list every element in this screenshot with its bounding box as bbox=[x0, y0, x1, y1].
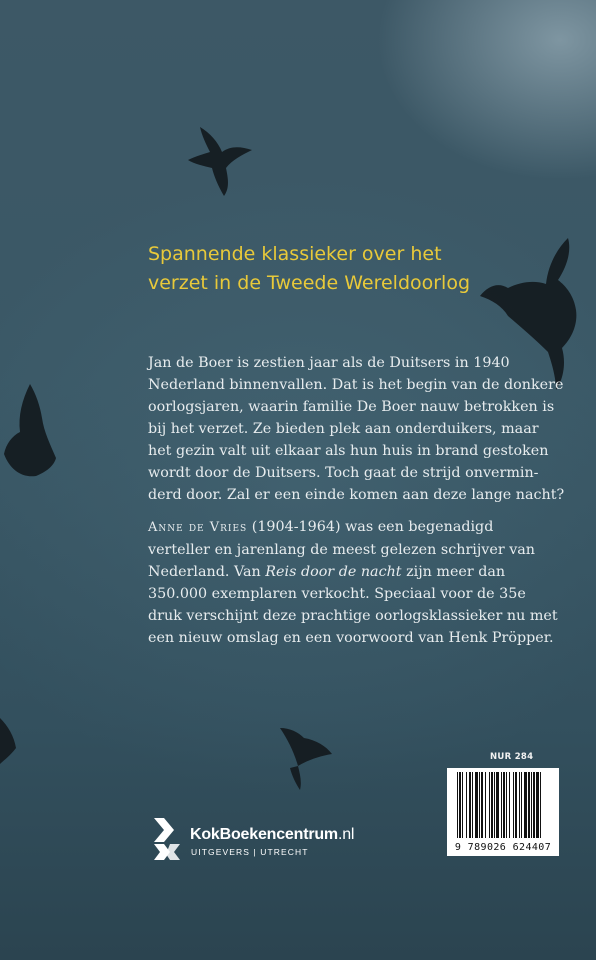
barcode bbox=[447, 768, 559, 842]
isbn-digits: 9 789026 624407 bbox=[454, 842, 552, 853]
nur-code: NUR 284 bbox=[490, 752, 534, 762]
bio-line: een nieuw omslag en een voorwoord van Henk Pröpper. bbox=[148, 630, 554, 646]
bio-text: (1904-1964) was een begenadigd bbox=[247, 519, 494, 535]
synopsis-line: Nederland binnenvallen. Dat is het begin van de donkere bbox=[148, 377, 564, 393]
bio-line: druk verschijnt deze prachtige oorlogsklassieker nu met bbox=[148, 608, 558, 624]
barcode-bar bbox=[503, 772, 505, 838]
barcode-bar bbox=[513, 772, 514, 838]
back-cover-text bbox=[148, 352, 565, 659]
synopsis-line: bij het verzet. Ze bieden plek aan onderduikers, maar bbox=[148, 421, 539, 437]
barcode-bar bbox=[481, 772, 483, 838]
tagline bbox=[148, 240, 548, 298]
barcode-bar bbox=[540, 772, 541, 838]
barcode-bar bbox=[533, 772, 535, 838]
publisher-subtitle: UITGEVERS | UTRECHT bbox=[191, 847, 309, 857]
tagline-line: verzet in de Tweede Wereldoorlog bbox=[148, 272, 471, 294]
barcode-bar bbox=[501, 772, 502, 838]
book-title: Reis door de nacht bbox=[265, 564, 402, 580]
bio-line: verteller en jarenlang de meest gelezen schrijver van bbox=[148, 542, 536, 558]
barcode-bar bbox=[531, 772, 532, 838]
barcode-bar bbox=[479, 772, 480, 838]
synopsis-line: het gezin valt uit elkaar als hun huis in brand gestoken bbox=[148, 443, 549, 459]
barcode-bar bbox=[485, 772, 486, 838]
synopsis-line: oorlogsjaren, waarin familie De Boer nauw betrokken is bbox=[148, 399, 555, 415]
publisher-name-main: KokBoekencentrum bbox=[190, 826, 338, 843]
barcode-bar bbox=[506, 772, 507, 838]
barcode-bar bbox=[509, 772, 510, 838]
synopsis-line: derd door. Zal er een einde komen aan deze lange nacht? bbox=[148, 487, 565, 503]
publisher-logo-icon bbox=[150, 816, 184, 866]
publisher-name-suffix: .nl bbox=[337, 826, 355, 843]
author-name: Anne de Vries bbox=[148, 520, 248, 535]
barcode-bar bbox=[459, 772, 461, 838]
barcode-bar bbox=[489, 772, 490, 838]
barcode-bar bbox=[519, 772, 520, 838]
barcode-bar bbox=[536, 772, 539, 838]
barcode-bar bbox=[524, 772, 527, 838]
barcode-bar bbox=[515, 772, 517, 838]
bird-silhouette-icon bbox=[4, 384, 56, 476]
bird-silhouette-icon bbox=[0, 718, 16, 764]
publisher-block bbox=[150, 812, 410, 872]
barcode-bar bbox=[469, 772, 471, 838]
bio-line bbox=[148, 561, 540, 583]
barcode-bar bbox=[457, 772, 458, 838]
synopsis-line: Jan de Boer is zestien jaar als de Duitsers in 1940 bbox=[148, 355, 510, 371]
synopsis-line: wordt door de Duitsers. Toch gaat de strijd onvermin- bbox=[148, 465, 539, 481]
bird-silhouette-icon bbox=[280, 728, 332, 790]
isbn-barcode bbox=[447, 768, 559, 856]
barcode-bar bbox=[491, 772, 493, 838]
bio-text: Nederland. Van bbox=[148, 564, 266, 580]
barcode-bar bbox=[462, 772, 463, 838]
tagline-line: Spannende klassieker over het bbox=[148, 243, 442, 265]
barcode-bar bbox=[496, 772, 499, 838]
bio-line bbox=[148, 516, 540, 539]
barcode-bar bbox=[528, 772, 530, 838]
barcode-bar bbox=[494, 772, 495, 838]
bio-line: 350.000 exemplaren verkocht. Speciaal voor de 35e bbox=[148, 586, 526, 602]
barcode-bar bbox=[472, 772, 473, 838]
barcode-bar bbox=[466, 772, 467, 838]
author-bio-paragraph bbox=[148, 516, 558, 649]
barcode-bar bbox=[521, 772, 522, 838]
bird-silhouette-icon bbox=[188, 127, 252, 196]
synopsis-paragraph bbox=[148, 352, 565, 506]
barcode-bar bbox=[475, 772, 478, 838]
bio-text: zijn meer dan bbox=[401, 564, 506, 580]
publisher-name bbox=[190, 826, 354, 844]
